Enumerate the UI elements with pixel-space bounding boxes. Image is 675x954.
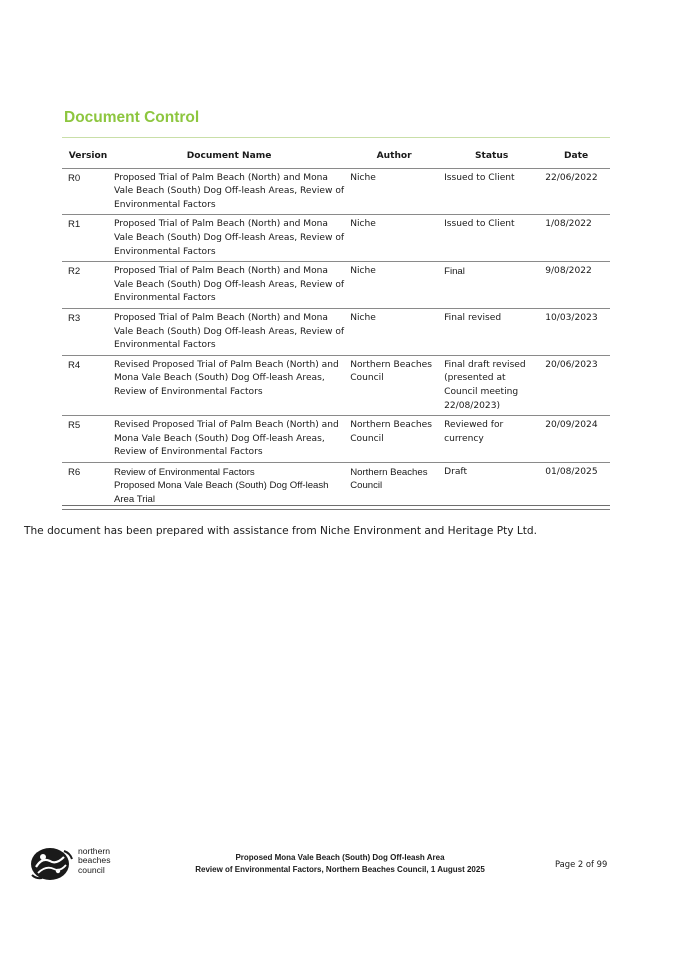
cell-author: Niche [347,308,441,355]
cell-date: 01/08/2025 [542,462,610,509]
cell-author: Northern Beaches Council [347,416,441,463]
cell-status: Issued to Client [441,215,542,262]
cell-date: 22/06/2022 [542,168,610,215]
footer-title-line: Proposed Mona Vale Beach (South) Dog Off-leash Area [235,853,445,862]
table-row [62,215,610,262]
cell-version: R3 [62,308,111,355]
section-divider [62,505,610,506]
cell-version: R6 [62,462,111,509]
document-name-line: Proposed Mona Vale Beach (South) Dog Off-leash Area Trial [113,480,329,506]
cell-document-name: Revised Proposed Trial of Palm Beach (North) and Mona Vale Beach (South) Dog Off-leash Areas, Review of Environmental Factors [111,355,347,415]
cell-status: Final draft revised (presented at Council meeting 22/08/2023) [441,355,542,415]
prepared-note: The document has been prepared with assistance from Niche Environment and Heritage Pty Ltd. [24,525,538,537]
document-name-line: Review of Environmental Factors [113,466,255,478]
cell-status: Draft [441,462,542,509]
cell-version: R0 [62,168,111,215]
cell-date: 9/08/2022 [542,262,610,309]
cell-status: Reviewed for currency [441,416,542,463]
table-row [62,168,610,215]
cell-status: Final revised [441,308,542,355]
header-status: Status [441,146,542,168]
cell-version: R5 [62,416,111,463]
logo-word: beaches [78,855,111,866]
cell-version: R4 [62,355,111,415]
cell-version: R2 [62,262,111,309]
heading-divider [62,137,610,138]
cell-document-name: Proposed Trial of Palm Beach (North) and Mona Vale Beach (South) Dog Off-leash Areas, Review of Environmental Factors [111,168,347,215]
table-row [62,308,610,355]
cell-date: 20/06/2023 [542,355,610,415]
logo-word: northern [78,846,111,856]
header-author: Author [347,146,441,168]
cell-document-name [111,462,347,509]
cell-document-name: Proposed Trial of Palm Beach (North) and Mona Vale Beach (South) Dog Off-leash Areas, Review of Environmental Factors [111,262,347,309]
table-header-row [62,146,610,168]
cell-status: Issued to Client [441,168,542,215]
council-logo-text [78,847,111,875]
header-version: Version [62,146,111,168]
table-row [62,262,610,309]
cell-author: Niche [347,215,441,262]
cell-version: R1 [62,215,111,262]
page-number: Page 2 of 99 [555,859,608,869]
table-row [62,462,610,509]
northern-beaches-council-logo-icon [28,845,76,883]
cell-author: Niche [347,262,441,309]
footer-title-line: Review of Environmental Factors, Northern Beaches Council, 1 August 2025 [195,865,485,874]
cell-date: 1/08/2022 [542,215,610,262]
table-row [62,416,610,463]
table-row [62,355,610,415]
cell-document-name: Revised Proposed Trial of Palm Beach (North) and Mona Vale Beach (South) Dog Off-leash Areas, Review of Environmental Factors [111,416,347,463]
cell-status: Final [441,262,542,309]
logo-word: council [78,864,105,875]
cell-document-name: Proposed Trial of Palm Beach (North) and Mona Vale Beach (South) Dog Off-leash Areas, Review of Environmental Factors [111,215,347,262]
cell-author: Niche [347,168,441,215]
cell-author: Northern Beaches Council [347,355,441,415]
cell-document-name: Proposed Trial of Palm Beach (North) and Mona Vale Beach (South) Dog Off-leash Areas, Review of Environmental Factors [111,308,347,355]
document-control-table [62,146,610,510]
cell-date: 20/09/2024 [542,416,610,463]
header-date: Date [542,146,610,168]
cell-author: Northern Beaches Council [347,462,441,509]
header-document-name: Document Name [111,146,347,168]
section-heading: Document Control [64,109,200,126]
footer-title [180,852,500,876]
cell-date: 10/03/2023 [542,308,610,355]
